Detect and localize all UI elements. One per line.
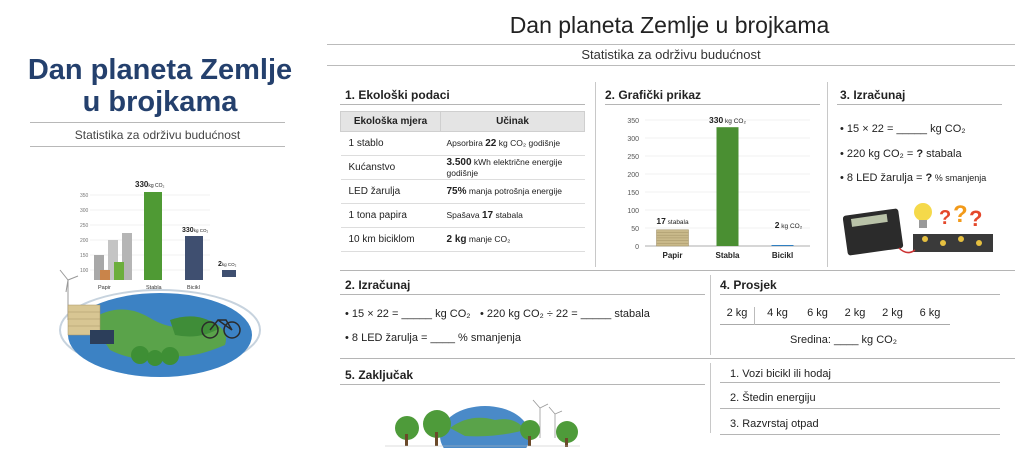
bar-bicikl bbox=[772, 245, 794, 246]
circuit-board-icon bbox=[913, 234, 993, 252]
average-value: 4 kg bbox=[767, 307, 788, 319]
table-row bbox=[341, 156, 585, 180]
bar-chart bbox=[605, 108, 820, 268]
calculator-icon bbox=[843, 208, 904, 255]
cover-label-stabla: 330kg CO₂ bbox=[135, 180, 165, 189]
average-value: 6 kg bbox=[807, 307, 828, 319]
table-row bbox=[341, 204, 585, 228]
svg-text:150: 150 bbox=[80, 253, 89, 259]
divider bbox=[720, 434, 1000, 435]
calculator-illustration bbox=[843, 198, 1003, 260]
svg-text:300: 300 bbox=[80, 208, 89, 214]
table-cell-effect: Apsorbira 22 kg CO₂ godišnje bbox=[441, 132, 585, 156]
table-cell-measure: 1 tona papira bbox=[341, 204, 441, 228]
y-tick-label: 300 bbox=[627, 136, 639, 143]
table-cell-effect: 2 kg manje CO₂ bbox=[441, 228, 585, 252]
cover-bar-small bbox=[222, 270, 236, 277]
calc-line-2: • 220 kg CO₂ = ? stabala bbox=[840, 148, 962, 160]
average-value: 2 kg bbox=[844, 307, 866, 319]
average-answer-line: Sredina: ____ kg CO₂ bbox=[790, 334, 897, 346]
svg-text:250: 250 bbox=[80, 223, 89, 229]
cover-rule-top bbox=[30, 122, 285, 123]
divider bbox=[340, 294, 705, 295]
data-label-bicikl: 2 kg CO₂ bbox=[774, 220, 803, 230]
table-header-effect: Učinak bbox=[441, 112, 585, 132]
divider bbox=[340, 104, 585, 105]
average-value: 6 kg bbox=[919, 307, 941, 319]
earth-illustration bbox=[50, 170, 270, 380]
question-marks-icon bbox=[939, 201, 982, 231]
section-izracunaj-2-title: 2. Izračunaj bbox=[345, 278, 411, 292]
cover-title-line1: Dan planeta Zemlje bbox=[27, 54, 293, 86]
average-value: 2 kg bbox=[720, 307, 755, 325]
eco-data-table bbox=[340, 111, 585, 252]
table-cell-measure: 1 stablo bbox=[341, 132, 441, 156]
svg-text:?: ? bbox=[953, 201, 968, 228]
average-value: 2 kg bbox=[882, 307, 903, 319]
data-label-stabla: 330 kg CO₂ bbox=[709, 115, 746, 126]
earth-trees-illustration bbox=[385, 388, 580, 448]
svg-text:350: 350 bbox=[80, 193, 89, 199]
calc2-line-1: • 15 × 22 = _____ kg CO₂ bbox=[345, 308, 471, 320]
column-divider bbox=[827, 82, 828, 267]
cover-panel bbox=[0, 0, 315, 473]
y-tick-label: 100 bbox=[627, 208, 639, 215]
section-izracunaj-title: 3. Izračunaj bbox=[840, 88, 906, 102]
calc-line-1: • 15 × 22 = _____ kg CO₂ bbox=[840, 123, 966, 135]
cover-title-line2: u brojkama bbox=[82, 86, 238, 118]
divider bbox=[340, 384, 705, 385]
page-subtitle: Statistika za održivu budućnost bbox=[327, 44, 1015, 66]
section-prosjek-title: 4. Prosjek bbox=[720, 278, 777, 292]
divider bbox=[340, 270, 1015, 271]
cover-xlabel-bicikl: Bicikl bbox=[187, 285, 200, 291]
y-tick-label: 250 bbox=[627, 154, 639, 161]
table-row bbox=[341, 180, 585, 204]
calc2-line-2: • 220 kg CO₂ ÷ 22 = _____ stabala bbox=[480, 308, 650, 320]
y-tick-label: 350 bbox=[627, 118, 639, 125]
cover-xlabel-stabla: Stabla bbox=[146, 285, 162, 291]
lightbulb-icon bbox=[914, 203, 932, 228]
divider bbox=[340, 358, 1015, 359]
cover-bar-5 bbox=[114, 262, 124, 280]
table-cell-effect: 75% manja potrošnja energije bbox=[441, 180, 585, 204]
x-tick-label: Papir bbox=[662, 251, 683, 260]
divider bbox=[605, 104, 820, 105]
conclusion-item: 3. Razvrstaj otpad bbox=[730, 418, 819, 430]
column-divider bbox=[710, 275, 711, 355]
cover-subtitle: Statistika za održivu budućnost bbox=[74, 128, 241, 142]
table-header-measure: Ekološka mjera bbox=[341, 112, 441, 132]
cover-label-small: 2kg CO₂ bbox=[218, 261, 237, 268]
calc2-line-3: • 8 LED žarulja = ____ % smanjenja bbox=[345, 332, 521, 344]
divider bbox=[720, 294, 1000, 295]
calc-line-3: • 8 LED žarulja = ? % smanjenja bbox=[840, 172, 987, 184]
cover-bar-bicikl bbox=[185, 236, 203, 280]
cover-bar-stabla bbox=[144, 192, 162, 280]
cover-title bbox=[20, 54, 300, 118]
table-cell-effect: Spašava 17 stabala bbox=[441, 204, 585, 228]
divider bbox=[720, 382, 1000, 383]
data-label-papir: 17 stabala bbox=[656, 215, 689, 226]
y-tick-label: 150 bbox=[627, 190, 639, 197]
average-values-row bbox=[720, 307, 950, 325]
svg-text:200: 200 bbox=[80, 238, 89, 244]
cover-label-bicikl: 330kg CO₂ bbox=[182, 227, 209, 234]
x-tick-label: Stabla bbox=[715, 251, 740, 260]
conclusion-item: 1. Vozi bicikl ili hodaj bbox=[730, 368, 831, 380]
table-cell-measure: LED žarulja bbox=[341, 180, 441, 204]
column-divider bbox=[710, 363, 711, 433]
svg-text:?: ? bbox=[939, 207, 952, 229]
cover-ticks bbox=[80, 193, 89, 274]
cover-bar-4 bbox=[100, 270, 110, 280]
svg-text:100: 100 bbox=[80, 268, 89, 274]
x-tick-label: Bicikl bbox=[771, 251, 794, 260]
y-tick-label: 0 bbox=[635, 244, 639, 251]
divider bbox=[837, 104, 1002, 105]
table-row bbox=[341, 132, 585, 156]
section-zakljucak-title: 5. Zaključak bbox=[345, 368, 414, 382]
table-cell-measure: 10 km biciklom bbox=[341, 228, 441, 252]
section-graficki-prikaz-title: 2. Grafički prikaz bbox=[605, 88, 702, 102]
bar-stabla bbox=[717, 127, 739, 246]
divider bbox=[720, 408, 1000, 409]
table-cell-measure: Kućanstvo bbox=[341, 156, 441, 180]
svg-text:?: ? bbox=[969, 206, 983, 231]
page-title: Dan planeta Zemlje u brojkama bbox=[509, 12, 830, 38]
y-tick-label: 50 bbox=[631, 226, 639, 233]
conclusion-item: 2. Štedin energiju bbox=[730, 392, 816, 404]
cover-xlabel-papir: Papir bbox=[98, 285, 111, 291]
table-row bbox=[341, 228, 585, 252]
cover-rule-bottom bbox=[30, 146, 285, 147]
y-tick-label: 200 bbox=[627, 172, 639, 179]
section-ekoloski-podaci-title: 1. Ekološki podaci bbox=[345, 88, 450, 102]
solar-panel-icon bbox=[90, 330, 114, 344]
column-divider bbox=[595, 82, 596, 267]
worksheet bbox=[315, 0, 1024, 473]
table-cell-effect: 3.500 kWh električne energije godišnje bbox=[441, 156, 585, 180]
